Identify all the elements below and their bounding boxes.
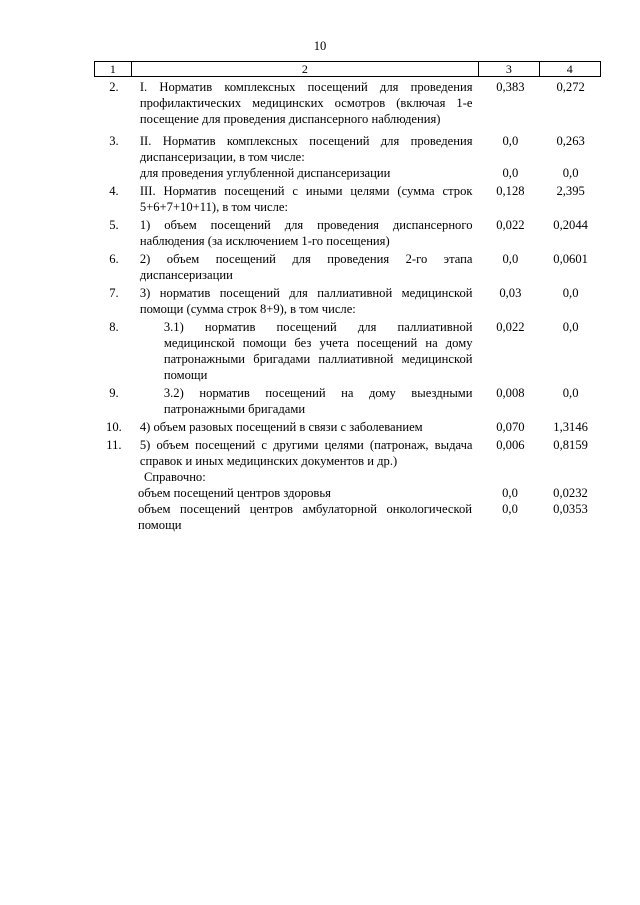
row-number — [94, 165, 132, 181]
row-value-4: 0,0601 — [553, 252, 588, 266]
row-value-3: 0,128 — [496, 184, 525, 198]
row-value-4: 0,0 — [562, 166, 579, 180]
row-text: 5) объем посещений с другими целями (патронаж, выдача справок и иных медицинских документов и др.) — [139, 438, 473, 468]
row-number: 2. — [109, 80, 119, 94]
row-number: 4. — [109, 184, 119, 198]
row-text: II. Норматив комплексных посещений для проведения диспансеризации, в том числе: — [139, 134, 473, 164]
table-row — [94, 183, 601, 215]
row-value-3: 0,0 — [502, 252, 519, 266]
table-row — [94, 419, 601, 435]
reference-row — [94, 485, 601, 501]
row-value-3: 0,383 — [496, 80, 525, 94]
reference-value-3: 0,0 — [502, 502, 518, 516]
header-col-4: 4 — [539, 62, 600, 76]
row-number: 6. — [109, 252, 119, 266]
row-number: 11. — [106, 438, 122, 452]
row-text: 3.1) норматив посещений для паллиативной медицинской помощи без учета посещений на дому патронажными бригадами паллиативной медицинской помощи — [163, 320, 473, 382]
row-value-3: 0,006 — [496, 438, 525, 452]
row-value-4: 0,0 — [562, 386, 579, 400]
header-col-2: 2 — [131, 62, 479, 76]
page-number: 10 — [313, 39, 327, 53]
row-number: 10. — [106, 420, 122, 434]
row-number: 5. — [109, 218, 119, 232]
reference-label: Справочно: — [144, 470, 206, 484]
table-row — [94, 385, 601, 417]
row-value-4: 0,0 — [562, 286, 579, 300]
table-header — [94, 61, 601, 77]
row-number: 3. — [109, 134, 119, 148]
row-value-3: 0,022 — [496, 218, 525, 232]
table-row — [94, 133, 601, 165]
reference-label-row — [94, 469, 601, 485]
row-text: 4) объем разовых посещений в связи с заболеванием — [139, 420, 423, 434]
row-text: 1) объем посещений для проведения диспансерного наблюдения (за исключением 1-го посещения) — [139, 218, 473, 248]
row-value-4: 0,272 — [556, 80, 585, 94]
reference-value-3: 0,0 — [502, 486, 518, 500]
row-text: III. Норматив посещений с иными целями (сумма строк 5+6+7+10+11), в том числе: — [139, 184, 473, 214]
row-value-4: 0,0 — [562, 320, 579, 334]
row-value-3: 0,0 — [502, 166, 519, 180]
row-value-4: 2,395 — [556, 184, 585, 198]
row-value-3: 0,070 — [496, 420, 525, 434]
table-row — [94, 251, 601, 283]
row-value-3: 0,0 — [502, 134, 519, 148]
table-row — [94, 217, 601, 249]
table-row — [94, 319, 601, 383]
row-value-3: 0,03 — [499, 286, 522, 300]
row-text: 3.2) норматив посещений на дому выездными патронажными бригадами — [163, 386, 473, 416]
row-number: 8. — [109, 320, 119, 334]
row-number: 9. — [109, 386, 119, 400]
reference-value-4: 0,0353 — [553, 502, 588, 516]
row-value-4: 0,8159 — [553, 438, 588, 452]
norms-table — [94, 61, 601, 533]
row-value-3: 0,022 — [496, 320, 525, 334]
row-value-3: 0,008 — [496, 386, 525, 400]
row-text: I. Норматив комплексных посещений для проведения профилактических медицинских осмотров (включая 1-е посещение для проведения диспансерного наблюдения) — [139, 80, 473, 126]
header-col-3: 3 — [478, 62, 538, 76]
reference-row — [94, 501, 601, 533]
row-number: 7. — [109, 286, 119, 300]
table-row — [94, 165, 601, 181]
row-value-4: 1,3146 — [553, 420, 588, 434]
header-col-1: 1 — [109, 62, 116, 76]
reference-text: объем посещений центров здоровья — [138, 486, 331, 500]
row-text: для проведения углубленной диспансеризации — [139, 166, 391, 180]
row-value-4: 0,263 — [556, 134, 585, 148]
reference-text: объем посещений центров амбулаторной онкологической помощи — [138, 502, 472, 532]
row-value-4: 0,2044 — [553, 218, 588, 232]
table-row — [94, 437, 601, 469]
table-row — [94, 79, 601, 127]
table-row — [94, 285, 601, 317]
row-text: 2) объем посещений для проведения 2-го этапа диспансеризации — [139, 252, 473, 282]
row-text: 3) норматив посещений для паллиативной медицинской помощи (сумма строк 8+9), в том числе: — [139, 286, 473, 316]
reference-value-4: 0,0232 — [553, 486, 588, 500]
